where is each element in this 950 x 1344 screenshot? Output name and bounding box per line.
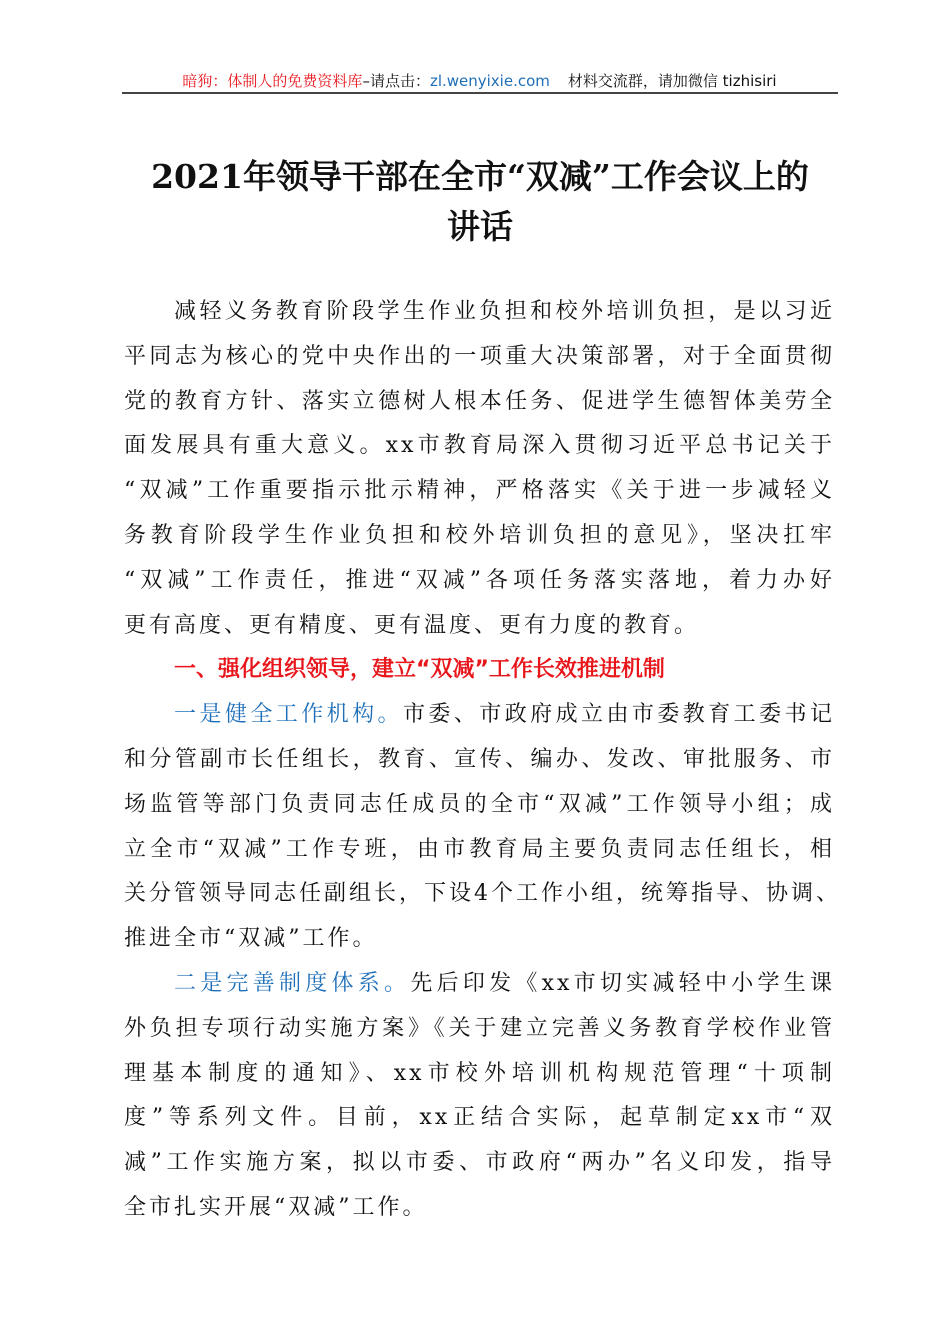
paragraph-lead: 二是完善制度体系。	[174, 970, 411, 996]
body-line	[124, 962, 835, 1007]
line-text: 市委、市政府成立由市委教育工委书记	[402, 702, 835, 728]
body-line: 关分管领导同志任副组长，下设4个工作小组，统筹指导、协调、	[124, 881, 841, 907]
body-line	[124, 693, 835, 738]
body-line: 更有高度、更有精度、更有温度、更有力度的教育。	[124, 612, 700, 638]
header-site: 暗狗：体制人的免费资料库	[182, 72, 363, 90]
body-line: “双减”工作重要指示批示精神，严格落实《关于进一步减轻义	[124, 478, 835, 504]
page-header	[124, 70, 835, 91]
body-line: 外负担专项行动实施方案》《关于建立完善义务教育学校作业管	[124, 1015, 835, 1041]
body-line: 和分管副市长任组长，教育、宣传、编办、发改、审批服务、市	[124, 746, 835, 772]
paragraph-lead: 一是健全工作机构。	[174, 702, 403, 728]
header-url-link[interactable]: zl.wenyixie.com	[429, 72, 550, 90]
body-line: “双减”工作责任，推进“双减”各项任务落实落地，着力办好	[124, 567, 835, 593]
body-line: 推进全市“双减”工作。	[124, 926, 378, 952]
title-line: 2021年领导干部在全市“双减”工作会议上的	[151, 157, 809, 196]
body-line: 面发展具有重大意义。xx市教育局深入贯彻习近平总书记关于	[124, 433, 835, 459]
header-click: –请点击：	[362, 72, 430, 90]
body-line: 度”等系列文件。目前，xx正结合实际，起草制定xx市“双	[124, 1105, 835, 1131]
document-title	[110, 152, 850, 252]
body-line: 平同志为核心的党中央作出的一项重大决策部署，对于全面贯彻	[124, 343, 835, 369]
line-text: 先后印发《xx市切实减轻中小学生课	[410, 970, 835, 996]
body-line: 全市扎实开展“双减”工作。	[124, 1194, 428, 1220]
body-line: 减轻义务教育阶段学生作业负担和校外培训负担，是以习近	[174, 299, 835, 324]
header-rule	[122, 92, 838, 94]
document-body	[124, 290, 841, 1231]
body-line: 党的教育方针、落实立德树人根本任务、促进学生德智体美劳全	[124, 388, 835, 414]
body-line: 立全市“双减”工作专班，由市教育局主要负责同志任组长，相	[124, 836, 835, 862]
body-line: 场监管等部门负责同志任成员的全市“双减”工作领导小组；成	[124, 791, 835, 817]
header-wechat: 材料交流群，请加微信 tizhisiri	[567, 72, 777, 90]
body-line: 务教育阶段学生作业负担和校外培训负担的意见》，坚决扛牢	[124, 522, 835, 548]
body-line: 减”工作实施方案，拟以市委、市政府“两办”名义印发，指导	[124, 1150, 835, 1176]
body-line: 一、强化组织领导，建立“双减”工作长效推进机制	[174, 657, 665, 683]
title-line: 讲话	[447, 207, 513, 246]
body-line: 理基本制度的通知》、xx市校外培训机构规范管理“十项制	[124, 1060, 835, 1086]
